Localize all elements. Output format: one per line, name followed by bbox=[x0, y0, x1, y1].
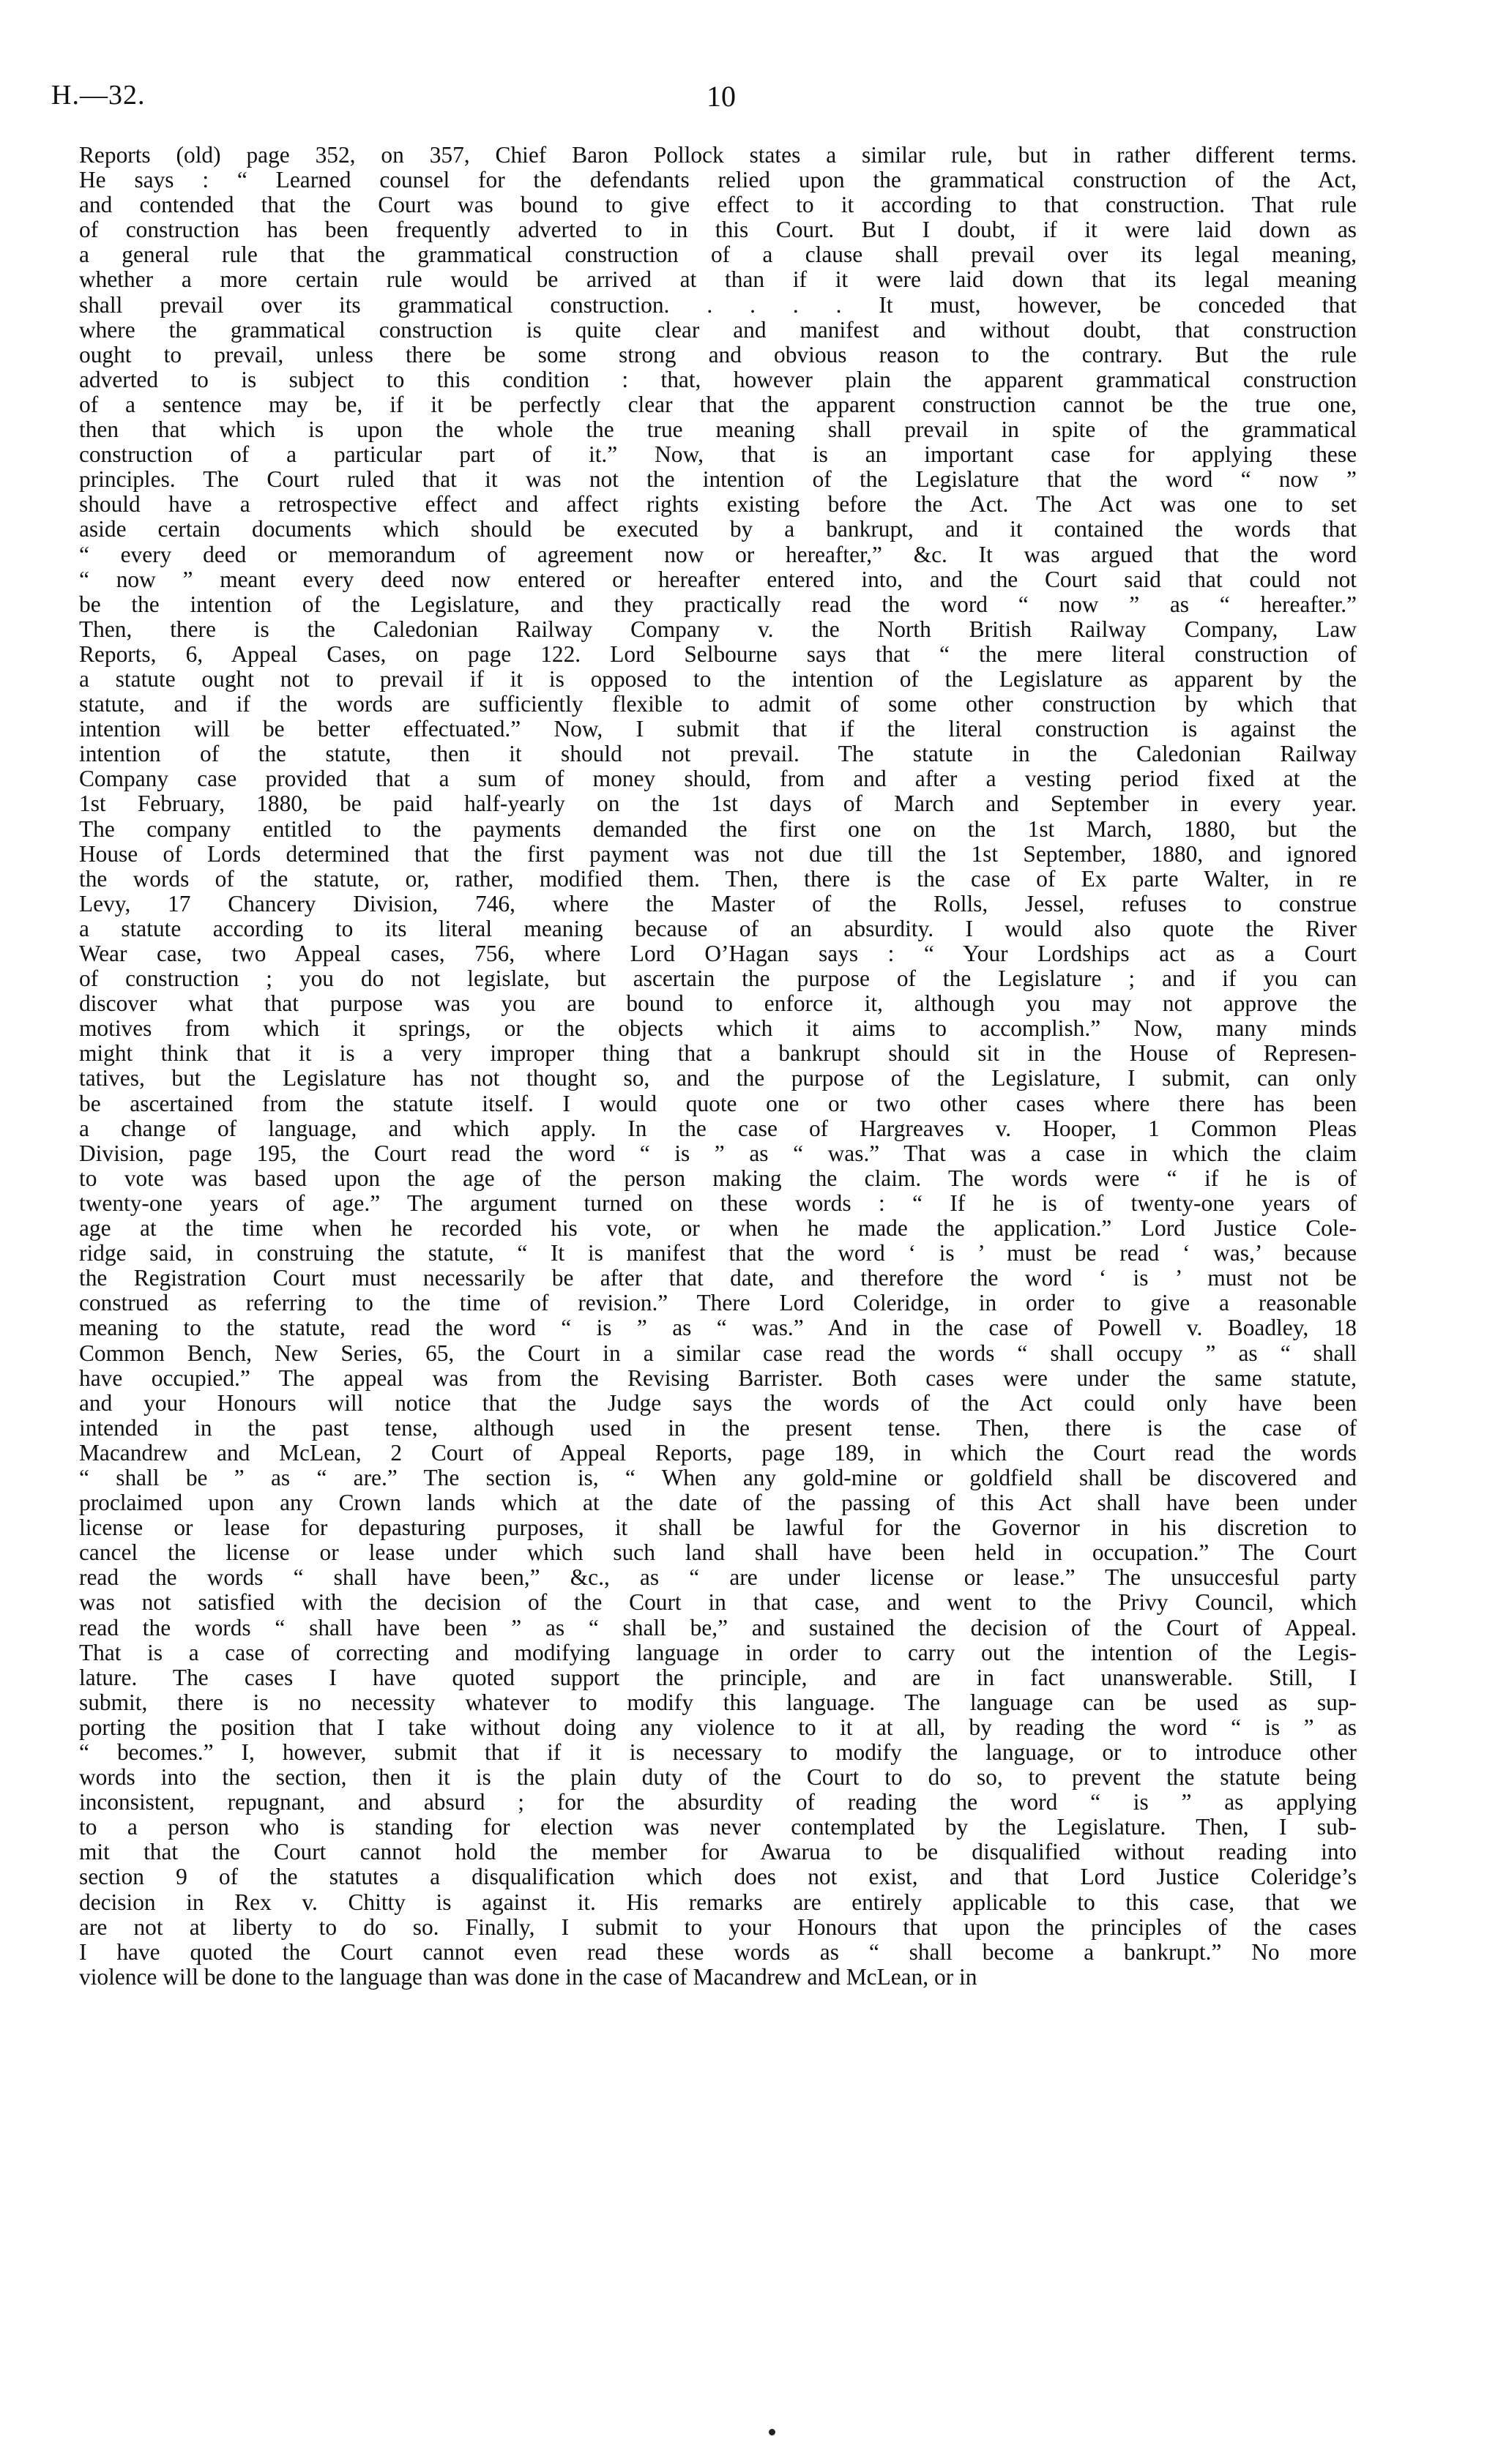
text-line: be the intention of the Legislature, and they practically read the word “ now ” as “ hereafter.” bbox=[79, 591, 1357, 617]
text-line: age at the time when he recorded his vote, or when he made the application.” Lord Justice Cole- bbox=[79, 1215, 1357, 1242]
text-line: aside certain documents which should be executed by a bankrupt, and it contained the words that bbox=[79, 516, 1357, 542]
text-line: of construction has been frequently adverted to in this Court. But I doubt, if it were laid down as bbox=[79, 217, 1357, 243]
text-line: proclaimed upon any Crown lands which at the date of the passing of this Act shall have been under bbox=[79, 1490, 1357, 1516]
text-line: Wear case, two Appeal cases, 756, where Lord O’Hagan says : “ Your Lordships act as a Court bbox=[79, 941, 1357, 966]
text-line: a statute according to its literal meaning because of an absurdity. I would also quote the River bbox=[79, 915, 1357, 941]
printer-mark-dot bbox=[769, 2429, 775, 2435]
body-text bbox=[79, 143, 1357, 1990]
text-line: have occupied.” The appeal was from the Revising Barrister. Both cases were under the same statute, bbox=[79, 1364, 1357, 1391]
text-line: are not at liberty to do so. Finally, I submit to your Honours that upon the principles of the cases bbox=[79, 1914, 1357, 1940]
text-line: porting the position that I take without doing any violence to it at all, by reading the word “ is ” as bbox=[79, 1714, 1357, 1740]
text-line: the words of the statute, or, rather, modified them. Then, there is the case of Ex parte Walter, in re bbox=[79, 865, 1357, 892]
text-line: whether a more certain rule would be arrived at than if it were laid down that its legal meaning bbox=[79, 266, 1357, 293]
text-line: Common Bench, New Series, 65, the Court in a similar case read the words “ shall occupy ” as “ shall bbox=[79, 1340, 1357, 1366]
text-line: Company case provided that a sum of money should, from and after a vesting period fixed at the bbox=[79, 766, 1357, 792]
page-header bbox=[51, 79, 1436, 123]
text-line: “ now ” meant every deed now entered or hereafter entered into, and the Court said that could not bbox=[79, 566, 1357, 592]
text-line: “ becomes.” I, however, submit that if it is necessary to modify the language, or to introduce other bbox=[79, 1739, 1357, 1765]
text-line: construction of a particular part of it.” Now, that is an important case for applying these bbox=[79, 441, 1357, 468]
text-line: adverted to is subject to this condition : that, however plain the apparent grammatical construction bbox=[79, 366, 1357, 392]
text-line: decision in Rex v. Chitty is against it. His remarks are entirely applicable to this case, that we bbox=[79, 1889, 1357, 1915]
text-line: Macandrew and McLean, 2 Court of Appeal Reports, page 189, in which the Court read the words bbox=[79, 1439, 1357, 1466]
text-line: Division, page 195, the Court read the word “ is ” as “ was.” That was a case in which the claim bbox=[79, 1140, 1357, 1166]
text-line: twenty-one years of age.” The argument turned on these words : “ If he is of twenty-one years of bbox=[79, 1190, 1357, 1216]
text-line: Levy, 17 Chancery Division, 746, where the Master of the Rolls, Jessel, refuses to construe bbox=[79, 890, 1357, 916]
text-line: might think that it is a very improper thing that a bankrupt should sit in the House of Represen- bbox=[79, 1040, 1357, 1067]
text-line: a change of language, and which apply. In the case of Hargreaves v. Hooper, 1 Common Pleas bbox=[79, 1115, 1357, 1141]
text-line: Reports, 6, Appeal Cases, on page 122. Lord Selbourne says that “ the mere literal construction of bbox=[79, 641, 1357, 667]
text-line: lature. The cases I have quoted support the principle, and are in fact unanswerable. Still, I bbox=[79, 1664, 1357, 1690]
text-line: the Registration Court must necessarily be after that date, and therefore the word ‘ is ’ must not be bbox=[79, 1265, 1357, 1291]
text-line: should have a retrospective effect and affect rights existing before the Act. The Act was one to set bbox=[79, 491, 1357, 518]
text-line: of construction ; you do not legislate, but ascertain the purpose of the Legislature ; and if you can bbox=[79, 966, 1357, 992]
text-line: principles. The Court ruled that it was not the intention of the Legislature that the word “ now ” bbox=[79, 466, 1357, 493]
text-line: and your Honours will notice that the Judge says the words of the Act could only have been bbox=[79, 1389, 1357, 1416]
text-line: was not satisfied with the decision of the Court in that case, and went to the Privy Council, which bbox=[79, 1589, 1357, 1616]
text-line: discover what that purpose was you are bound to enforce it, although you may not approve the bbox=[79, 990, 1357, 1017]
text-line: shall prevail over its grammatical construction. . . . . It must, however, be conceded that bbox=[79, 291, 1357, 318]
text-line: statute, and if the words are sufficiently flexible to admit of some other construction by which that bbox=[79, 691, 1357, 717]
text-line: submit, there is no necessity whatever to modify this language. The language can be used as sup- bbox=[79, 1689, 1357, 1715]
text-line: meaning to the statute, read the word “ is ” as “ was.” And in the case of Powell v. Boadley, 18 bbox=[79, 1315, 1357, 1341]
text-line: He says : “ Learned counsel for the defendants relied upon the grammatical construction of the Act, bbox=[79, 167, 1357, 193]
page-number: 10 bbox=[707, 80, 736, 113]
text-line: intention of the statute, then it should not prevail. The statute in the Caledonian Railway bbox=[79, 741, 1357, 767]
text-line: words into the section, then it is the plain duty of the Court to do so, to prevent the statute being bbox=[79, 1764, 1357, 1791]
text-line: read the words “ shall have been,” &c., as “ are under license or lease.” The unsuccesful party bbox=[79, 1564, 1357, 1591]
text-line: mit that the Court cannot hold the member for Awarua to be disqualified without reading into bbox=[79, 1839, 1357, 1865]
text-line: “ every deed or memorandum of agreement now or hereafter,” &c. It was argued that the word bbox=[79, 541, 1357, 567]
text-line: cancel the license or lease under which such land shall have been held in occupation.” The Court bbox=[79, 1539, 1357, 1566]
text-line: read the words “ shall have been ” as “ shall be,” and sustained the decision of the Court of Appeal. bbox=[79, 1614, 1357, 1640]
text-line: then that which is upon the whole the true meaning shall prevail in spite of the grammatical bbox=[79, 417, 1357, 443]
text-line: ought to prevail, unless there be some strong and obvious reason to the contrary. But the rule bbox=[79, 341, 1357, 367]
text-line: ridge said, in construing the statute, “ It is manifest that the word ‘ is ’ must be read ‘ was,’ because bbox=[79, 1240, 1357, 1266]
text-line: where the grammatical construction is quite clear and manifest and without doubt, that construction bbox=[79, 316, 1357, 343]
text-line: inconsistent, repugnant, and absurd ; for the absurdity of reading the word “ is ” as applying bbox=[79, 1789, 1357, 1815]
text-line: 1st February, 1880, be paid half-yearly on the 1st days of March and September in every year. bbox=[79, 791, 1357, 817]
document-reference: H.—32. bbox=[51, 80, 146, 111]
text-line: a statute ought not to prevail if it is opposed to the intention of the Legislature as apparent by the bbox=[79, 665, 1357, 692]
text-line: violence will be done to the language than was done in the case of Macandrew and McLean, or in bbox=[79, 1963, 977, 1990]
text-line: Reports (old) page 352, on 357, Chief Baron Pollock states a similar rule, but in rather different terms. bbox=[79, 142, 1357, 168]
text-line: of a sentence may be, if it be perfectly clear that the apparent construction cannot be the true one, bbox=[79, 391, 1357, 417]
text-line: tatives, but the Legislature has not thought so, and the purpose of the Legislature, I submit, can only bbox=[79, 1065, 1357, 1091]
text-line: section 9 of the statutes a disqualification which does not exist, and that Lord Justice Coleridge’s bbox=[79, 1864, 1357, 1890]
text-line: intention will be better effectuated.” Now, I submit that if the literal construction is against the bbox=[79, 716, 1357, 742]
text-line: motives from which it springs, or the objects which it aims to accomplish.” Now, many minds bbox=[79, 1015, 1357, 1042]
text-line: a general rule that the grammatical construction of a clause shall prevail over its legal meaning, bbox=[79, 242, 1357, 268]
text-line: license or lease for depasturing purposes, it shall be lawful for the Governor in his discretion to bbox=[79, 1515, 1357, 1541]
text-line: House of Lords determined that the first payment was not due till the 1st September, 1880, and ignored bbox=[79, 840, 1357, 867]
text-line: and contended that the Court was bound to give effect to it according to that construction. That rule bbox=[79, 192, 1357, 218]
text-line: “ shall be ” as “ are.” The section is, “ When any gold-mine or goldfield shall be discovered and bbox=[79, 1464, 1357, 1490]
text-line: be ascertained from the statute itself. I would quote one or two other cases where there has been bbox=[79, 1090, 1357, 1116]
text-line: construed as referring to the time of revision.” There Lord Coleridge, in order to give a reasonable bbox=[79, 1290, 1357, 1316]
text-line: to vote was based upon the age of the person making the claim. The words were “ if he is of bbox=[79, 1165, 1357, 1191]
text-line: That is a case of correcting and modifying language in order to carry out the intention of the Legis- bbox=[79, 1639, 1357, 1665]
text-line: to a person who is standing for election was never contemplated by the Legislature. Then, I sub- bbox=[79, 1814, 1357, 1840]
text-line: Then, there is the Caledonian Railway Company v. the North British Railway Company, Law bbox=[79, 616, 1357, 642]
text-line: The company entitled to the payments demanded the first one on the 1st March, 1880, but the bbox=[79, 815, 1357, 842]
text-line: I have quoted the Court cannot even read these words as “ shall become a bankrupt.” No more bbox=[79, 1938, 1357, 1965]
text-line: intended in the past tense, although used in the present tense. Then, there is the case of bbox=[79, 1414, 1357, 1441]
